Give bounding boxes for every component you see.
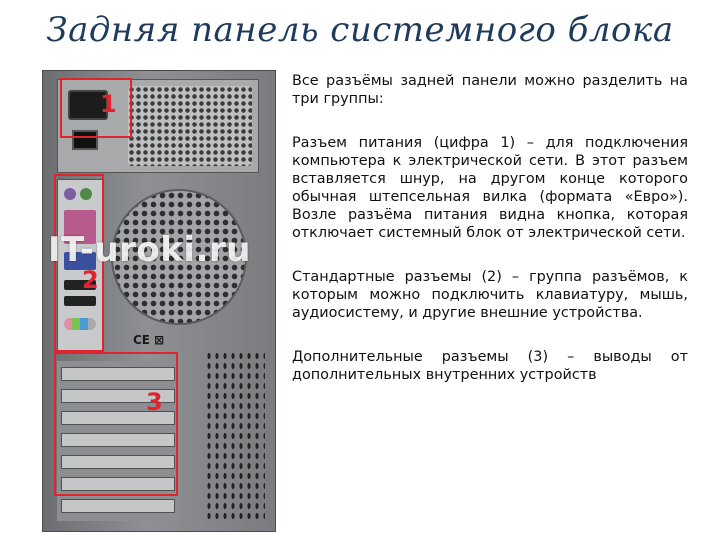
highlight-extra-group <box>54 352 178 496</box>
paragraph-body: – группа разъёмов, к которым можно подключить клавиатуру, мышь, аудиосистему, и другие внешние устройства. <box>292 269 688 321</box>
watermark: IT-uroki.ru <box>48 230 251 270</box>
paragraph-intro <box>292 72 688 108</box>
expansion-slot <box>61 499 175 513</box>
psu-fan-grill <box>128 86 252 166</box>
marker-2: 2 <box>82 266 99 294</box>
paragraph-extra <box>292 348 688 384</box>
paragraph-power <box>292 134 688 242</box>
paragraph-body: – для подключения компьютера к электрической сети. В этот разъем вставляется шнур, на другом конце которого обычная штепсельная вилка (формата «Евро»). Возле разъёма питания видна кнопка, которая отключает системный блок от электрической сети. <box>292 135 688 241</box>
side-vent <box>205 351 265 521</box>
paragraph-lead: Разъем питания (цифра 1) <box>292 135 516 151</box>
paragraph-standard <box>292 268 688 322</box>
marker-3: 3 <box>146 388 163 416</box>
paragraph-lead: Дополнительные разъемы (3) <box>292 349 549 365</box>
ce-mark: CE ⊠ <box>133 333 165 347</box>
paragraph-body: – выводы от дополнительных внутренних устройств <box>292 349 688 383</box>
marker-1: 1 <box>100 90 117 118</box>
paragraph-lead: Стандартные разъемы (2) <box>292 269 502 285</box>
slide-title: Задняя панель системного блока <box>46 10 674 50</box>
highlight-power-group <box>60 78 132 138</box>
description-column <box>292 72 688 384</box>
paragraph-lead: Все разъёмы задней панели можно разделить на три группы: <box>292 73 688 107</box>
